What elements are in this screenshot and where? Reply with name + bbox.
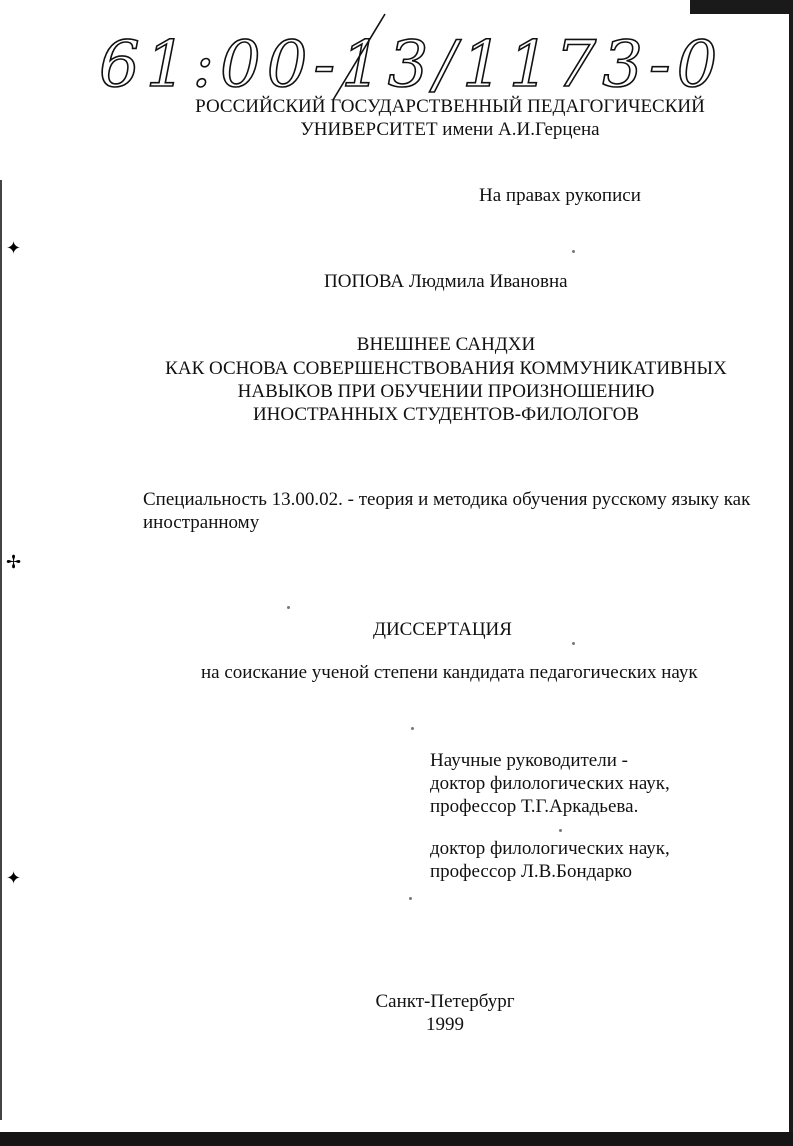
institution-line-2: УНИВЕРСИТЕТ имени А.И.Герцена — [300, 119, 600, 140]
scan-speck — [559, 829, 562, 832]
scan-edge-right — [789, 0, 793, 1146]
supervisor-2-degree: доктор филологических наук, — [430, 838, 670, 859]
scan-speck — [409, 897, 412, 900]
place: Санкт-Петербург — [375, 991, 515, 1012]
year: 1999 — [426, 1014, 464, 1035]
title-line-2: КАК ОСНОВА СОВЕРШЕНСТВОВАНИЯ КОММУНИКАТИВНЫХ — [165, 358, 727, 379]
title-line-1: ВНЕШНЕЕ САНДХИ — [356, 334, 536, 355]
scan-speck — [287, 606, 290, 609]
punch-mark-icon: ✦ — [6, 238, 22, 259]
scan-edge-top — [690, 0, 793, 14]
scan-speck — [572, 250, 575, 253]
svg-text:61:00-13/1173-0: 61:00-13/1173-0 — [99, 28, 724, 102]
punch-mark-icon: ✦ — [6, 868, 22, 889]
supervisor-1-name: профессор Т.Г.Аркадьева. — [430, 796, 639, 817]
title-line-3: НАВЫКОВ ПРИ ОБУЧЕНИИ ПРОИЗНОШЕНИЮ — [237, 381, 655, 402]
specialty-line-1: Специальность 13.00.02. - теория и методика обучения русскому языку как — [143, 489, 751, 510]
supervisor-1-degree: доктор филологических наук, — [430, 773, 670, 794]
supervisors-heading: Научные руководители - — [430, 750, 628, 771]
scan-speck — [572, 642, 575, 645]
author-name: ПОПОВА Людмила Ивановна — [324, 271, 568, 292]
scan-speck — [411, 727, 414, 730]
rights-note: На правах рукописи — [479, 185, 641, 206]
institution-line-1: РОССИЙСКИЙ ГОСУДАРСТВЕННЫЙ ПЕДАГОГИЧЕСКИЙ — [195, 96, 705, 117]
supervisor-2-name: профессор Л.В.Бондарко — [430, 861, 633, 882]
handwritten-archive-number — [95, 8, 724, 103]
work-type: ДИССЕРТАЦИЯ — [373, 619, 512, 640]
title-line-4: ИНОСТРАННЫХ СТУДЕНТОВ-ФИЛОЛОГОВ — [252, 404, 640, 425]
scan-edge-left — [0, 180, 2, 1120]
degree-sought: на соискание ученой степени кандидата педагогических наук — [201, 662, 698, 683]
specialty-line-2: иностранному — [143, 512, 260, 533]
scan-edge-bottom — [0, 1132, 793, 1146]
punch-mark-icon: ✢ — [6, 552, 22, 573]
